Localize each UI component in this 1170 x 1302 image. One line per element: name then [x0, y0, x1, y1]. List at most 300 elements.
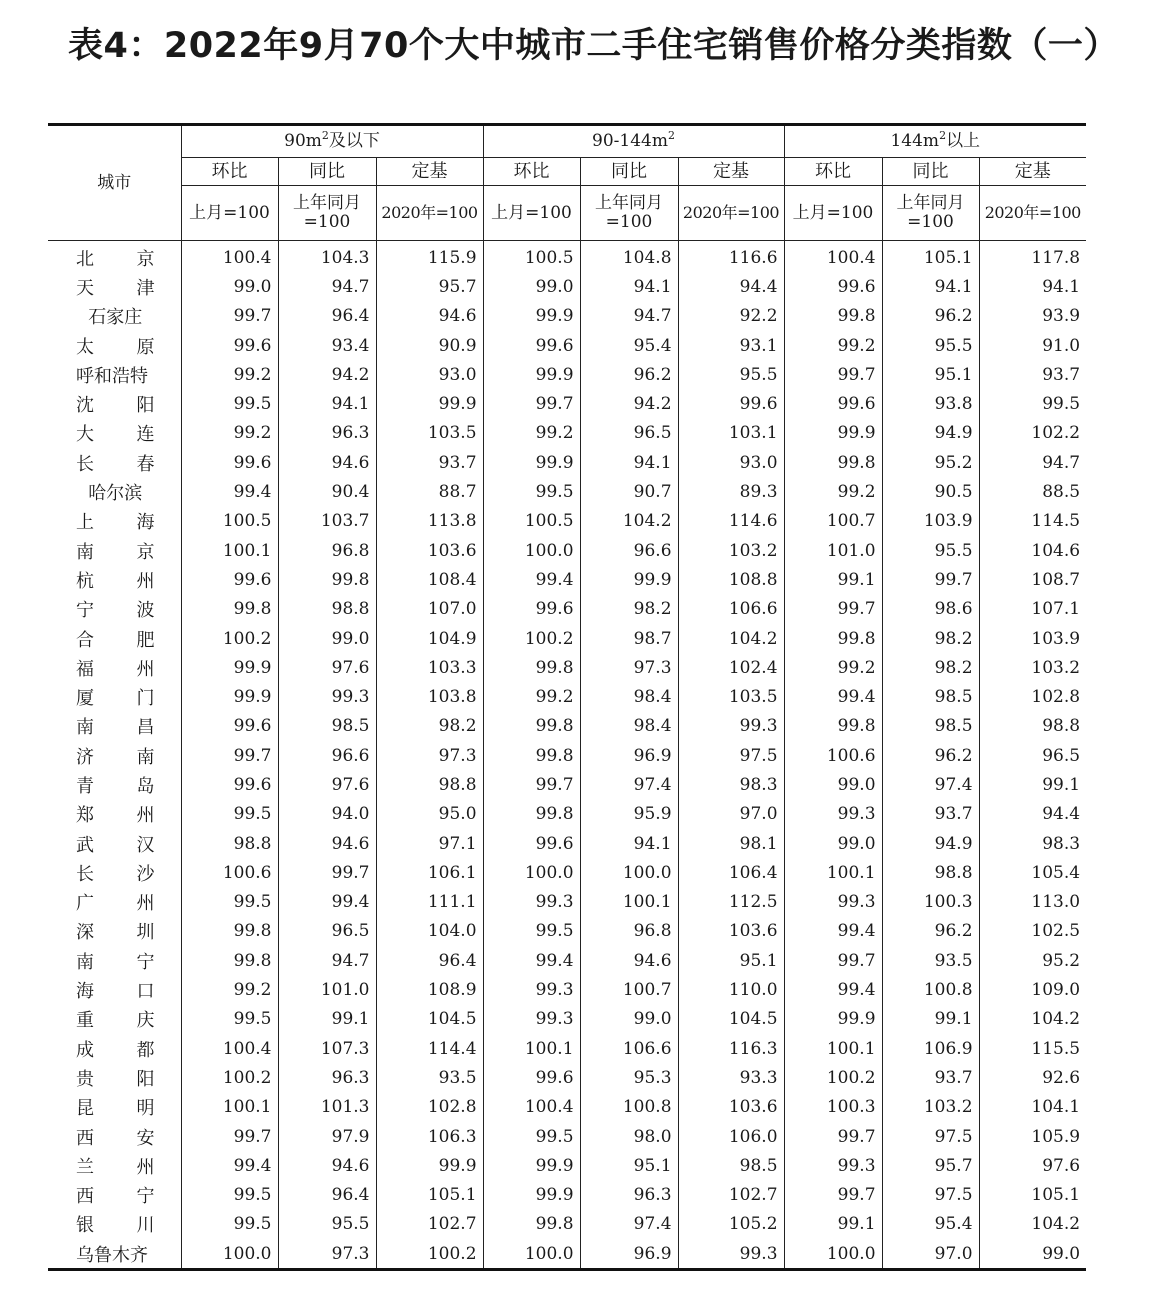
value-cell: 93.5	[376, 1063, 483, 1092]
value-cell: 99.6	[483, 1063, 580, 1092]
value-cell: 102.7	[678, 1181, 784, 1210]
value-cell: 96.6	[278, 741, 376, 770]
city-name-part: 重	[76, 1010, 94, 1032]
value-cell: 97.5	[882, 1181, 979, 1210]
value-cell: 93.0	[678, 448, 784, 477]
city-cell	[48, 858, 181, 887]
sub-header: 定基	[678, 158, 784, 186]
value-cell: 93.7	[979, 360, 1086, 389]
value-cell: 99.5	[483, 917, 580, 946]
value-cell: 113.0	[979, 888, 1086, 917]
city-cell	[48, 272, 181, 301]
value-cell: 99.6	[483, 331, 580, 360]
sub-header: 同比	[278, 158, 376, 186]
city-cell	[48, 1210, 181, 1239]
value-cell: 103.3	[376, 653, 483, 682]
city-name-part: 长	[76, 453, 94, 475]
value-cell: 100.4	[181, 1034, 278, 1063]
value-cell: 107.3	[278, 1034, 376, 1063]
value-cell: 100.0	[483, 536, 580, 565]
value-cell: 96.8	[580, 917, 678, 946]
value-cell: 97.3	[580, 653, 678, 682]
value-cell: 107.1	[979, 595, 1086, 624]
table-row	[48, 448, 1086, 477]
value-cell: 117.8	[979, 241, 1086, 273]
city-name-part: 汉	[136, 834, 155, 856]
value-cell: 94.7	[278, 946, 376, 975]
value-cell: 99.7	[882, 565, 979, 594]
value-cell: 99.5	[181, 1005, 278, 1034]
value-cell: 100.4	[483, 1093, 580, 1122]
value-cell: 99.9	[483, 302, 580, 331]
city-name-part: 春	[136, 453, 155, 475]
city-name-part: 南	[76, 951, 94, 973]
value-cell: 104.0	[376, 917, 483, 946]
value-cell: 98.8	[882, 858, 979, 887]
table-row	[48, 1239, 1086, 1270]
value-cell: 94.6	[278, 829, 376, 858]
city-cell	[48, 1181, 181, 1210]
table-row	[48, 1093, 1086, 1122]
value-cell: 98.5	[882, 712, 979, 741]
city-name-part: 阳	[136, 1068, 155, 1090]
city-cell	[48, 653, 181, 682]
value-cell: 103.9	[979, 624, 1086, 653]
city-name-part: 石家庄	[88, 307, 143, 329]
value-cell: 99.7	[181, 302, 278, 331]
value-cell: 97.1	[376, 829, 483, 858]
table-row	[48, 712, 1086, 741]
value-cell: 99.6	[181, 770, 278, 799]
value-cell: 99.0	[278, 624, 376, 653]
value-cell: 96.3	[580, 1181, 678, 1210]
city-cell	[48, 946, 181, 975]
city-name-part: 门	[136, 688, 155, 710]
value-cell: 99.6	[483, 829, 580, 858]
value-cell: 99.7	[278, 858, 376, 887]
value-cell: 100.1	[181, 1093, 278, 1122]
value-cell: 93.9	[979, 302, 1086, 331]
value-cell: 96.3	[278, 419, 376, 448]
value-cell: 96.6	[580, 536, 678, 565]
city-name-part: 南	[76, 541, 94, 563]
value-cell: 96.5	[580, 419, 678, 448]
value-cell: 92.2	[678, 302, 784, 331]
value-cell: 100.6	[784, 741, 882, 770]
value-cell: 94.6	[278, 448, 376, 477]
value-cell: 95.9	[580, 800, 678, 829]
value-cell: 99.3	[278, 682, 376, 711]
value-cell: 99.8	[784, 448, 882, 477]
value-cell: 99.2	[181, 419, 278, 448]
value-cell: 95.7	[376, 272, 483, 301]
value-cell: 95.1	[580, 1151, 678, 1180]
value-cell: 99.7	[181, 741, 278, 770]
value-cell: 104.2	[678, 624, 784, 653]
value-cell: 113.8	[376, 507, 483, 536]
sub-header: 定基	[376, 158, 483, 186]
value-cell: 93.1	[678, 331, 784, 360]
city-cell	[48, 448, 181, 477]
value-cell: 96.5	[278, 917, 376, 946]
value-cell: 99.9	[376, 1151, 483, 1180]
city-name-part: 岛	[136, 775, 155, 797]
value-cell: 95.5	[882, 536, 979, 565]
city-name-part: 原	[136, 336, 155, 358]
value-cell: 103.7	[278, 507, 376, 536]
value-cell: 106.6	[580, 1034, 678, 1063]
value-cell: 98.7	[580, 624, 678, 653]
city-name-part: 圳	[136, 922, 155, 944]
value-cell: 103.8	[376, 682, 483, 711]
value-cell: 99.6	[784, 389, 882, 418]
city-name-part: 武	[76, 834, 94, 856]
value-cell: 99.8	[181, 595, 278, 624]
value-cell: 101.3	[278, 1093, 376, 1122]
city-name-part: 郑	[76, 805, 94, 827]
city-name-part: 昆	[76, 1098, 94, 1120]
value-cell: 94.4	[678, 272, 784, 301]
value-cell: 100.1	[181, 536, 278, 565]
value-cell: 104.3	[278, 241, 376, 273]
value-cell: 89.3	[678, 477, 784, 506]
city-name-part: 太	[76, 336, 94, 358]
city-name-part: 兰	[76, 1156, 94, 1178]
value-cell: 95.0	[376, 800, 483, 829]
value-cell: 97.3	[278, 1239, 376, 1270]
value-cell: 104.2	[979, 1005, 1086, 1034]
value-cell: 99.5	[181, 1181, 278, 1210]
value-cell: 102.2	[979, 419, 1086, 448]
city-cell	[48, 829, 181, 858]
base-header: 2020年=100	[376, 186, 483, 241]
value-cell: 100.6	[181, 858, 278, 887]
city-name-part: 波	[136, 600, 155, 622]
city-cell	[48, 1093, 181, 1122]
value-cell: 98.1	[678, 829, 784, 858]
value-cell: 94.4	[979, 800, 1086, 829]
city-name-part: 南	[76, 717, 94, 739]
city-cell	[48, 419, 181, 448]
value-cell: 100.3	[784, 1093, 882, 1122]
value-cell: 99.2	[483, 682, 580, 711]
value-cell: 99.1	[979, 770, 1086, 799]
value-cell: 106.1	[376, 858, 483, 887]
value-cell: 110.0	[678, 975, 784, 1004]
value-cell: 99.0	[483, 272, 580, 301]
city-name-part: 京	[136, 541, 155, 563]
value-cell: 97.0	[678, 800, 784, 829]
value-cell: 97.4	[580, 1210, 678, 1239]
group-header: $144m^2$以上	[784, 125, 1086, 158]
value-cell: 99.7	[483, 389, 580, 418]
value-cell: 99.7	[784, 1181, 882, 1210]
table-row	[48, 1210, 1086, 1239]
value-cell: 105.2	[678, 1210, 784, 1239]
city-cell	[48, 624, 181, 653]
city-name-part: 宁	[136, 951, 155, 973]
value-cell: 99.7	[784, 595, 882, 624]
value-cell: 99.7	[181, 1122, 278, 1151]
base-header: 上月=100	[784, 186, 882, 241]
table-row	[48, 888, 1086, 917]
value-cell: 103.5	[678, 682, 784, 711]
value-cell: 99.1	[784, 565, 882, 594]
city-cell	[48, 302, 181, 331]
city-cell	[48, 1034, 181, 1063]
value-cell: 99.5	[181, 389, 278, 418]
value-cell: 99.6	[181, 331, 278, 360]
value-cell: 99.8	[181, 946, 278, 975]
value-cell: 108.4	[376, 565, 483, 594]
value-cell: 98.0	[580, 1122, 678, 1151]
value-cell: 93.3	[678, 1063, 784, 1092]
value-cell: 96.2	[882, 741, 979, 770]
value-cell: 99.2	[784, 477, 882, 506]
city-cell	[48, 712, 181, 741]
value-cell: 99.3	[678, 1239, 784, 1270]
value-cell: 93.4	[278, 331, 376, 360]
value-cell: 98.2	[376, 712, 483, 741]
value-cell: 96.5	[979, 741, 1086, 770]
value-cell: 114.4	[376, 1034, 483, 1063]
value-cell: 99.6	[678, 389, 784, 418]
value-cell: 99.7	[784, 1122, 882, 1151]
value-cell: 91.0	[979, 331, 1086, 360]
value-cell: 99.2	[784, 653, 882, 682]
value-cell: 101.0	[784, 536, 882, 565]
value-cell: 102.8	[376, 1093, 483, 1122]
city-column-header: 城市	[48, 125, 181, 241]
value-cell: 97.6	[979, 1151, 1086, 1180]
value-cell: 115.5	[979, 1034, 1086, 1063]
city-name-part: 呼和浩特	[76, 365, 148, 387]
city-cell	[48, 565, 181, 594]
value-cell: 99.1	[784, 1210, 882, 1239]
value-cell: 100.1	[784, 1034, 882, 1063]
value-cell: 100.2	[784, 1063, 882, 1092]
table-row	[48, 507, 1086, 536]
value-cell: 97.4	[580, 770, 678, 799]
table-row	[48, 624, 1086, 653]
city-name-part: 大	[76, 424, 94, 446]
value-cell: 99.5	[979, 389, 1086, 418]
value-cell: 90.7	[580, 477, 678, 506]
value-cell: 99.8	[483, 800, 580, 829]
value-cell: 99.3	[784, 800, 882, 829]
value-cell: 90.5	[882, 477, 979, 506]
value-cell: 99.6	[181, 712, 278, 741]
value-cell: 106.3	[376, 1122, 483, 1151]
value-cell: 96.4	[278, 302, 376, 331]
table-row	[48, 477, 1086, 506]
city-name-part: 庆	[136, 1010, 155, 1032]
sub-header: 同比	[882, 158, 979, 186]
value-cell: 99.1	[882, 1005, 979, 1034]
value-cell: 100.5	[483, 507, 580, 536]
table-row	[48, 331, 1086, 360]
city-name-part: 京	[136, 248, 155, 270]
value-cell: 94.9	[882, 419, 979, 448]
value-cell: 96.2	[882, 917, 979, 946]
value-cell: 97.5	[882, 1122, 979, 1151]
city-name-part: 州	[136, 893, 155, 915]
value-cell: 99.9	[483, 1181, 580, 1210]
value-cell: 99.5	[181, 1210, 278, 1239]
table-row	[48, 1034, 1086, 1063]
table-row	[48, 1181, 1086, 1210]
city-cell	[48, 507, 181, 536]
value-cell: 102.5	[979, 917, 1086, 946]
value-cell: 100.3	[882, 888, 979, 917]
value-cell: 97.4	[882, 770, 979, 799]
base-header: 上年同月 =100	[580, 186, 678, 241]
value-cell: 99.8	[784, 624, 882, 653]
value-cell: 92.6	[979, 1063, 1086, 1092]
city-name-part: 乌鲁木齐	[76, 1244, 148, 1266]
value-cell: 94.7	[580, 302, 678, 331]
city-name-part: 明	[136, 1098, 155, 1120]
table-row	[48, 946, 1086, 975]
value-cell: 99.0	[784, 829, 882, 858]
value-cell: 99.6	[181, 565, 278, 594]
city-name-part: 都	[136, 1039, 155, 1061]
value-cell: 88.5	[979, 477, 1086, 506]
value-cell: 99.9	[483, 360, 580, 389]
value-cell: 103.9	[882, 507, 979, 536]
value-cell: 99.4	[483, 946, 580, 975]
value-cell: 99.4	[784, 917, 882, 946]
value-cell: 99.8	[483, 741, 580, 770]
page-title: 表4：2022年9月70个大中城市二手住宅销售价格分类指数（一）	[68, 26, 1119, 66]
value-cell: 100.7	[784, 507, 882, 536]
base-header: 上月=100	[483, 186, 580, 241]
value-cell: 99.6	[784, 272, 882, 301]
value-cell: 100.0	[181, 1239, 278, 1270]
city-cell	[48, 536, 181, 565]
value-cell: 93.8	[882, 389, 979, 418]
value-cell: 100.5	[181, 507, 278, 536]
city-name-part: 安	[136, 1127, 155, 1149]
table-row	[48, 419, 1086, 448]
value-cell: 88.7	[376, 477, 483, 506]
sub-header: 环比	[483, 158, 580, 186]
value-cell: 99.5	[181, 800, 278, 829]
value-cell: 99.7	[784, 360, 882, 389]
value-cell: 95.1	[882, 360, 979, 389]
city-name-part: 海	[136, 512, 155, 534]
city-name-part: 州	[136, 570, 155, 592]
table-row	[48, 741, 1086, 770]
value-cell: 100.0	[483, 1239, 580, 1270]
value-cell: 99.1	[278, 1005, 376, 1034]
table-row	[48, 800, 1086, 829]
value-cell: 99.6	[483, 595, 580, 624]
table-row	[48, 1005, 1086, 1034]
value-cell: 104.5	[376, 1005, 483, 1034]
value-cell: 99.7	[784, 946, 882, 975]
value-cell: 107.0	[376, 595, 483, 624]
city-name-part: 西	[76, 1186, 94, 1208]
city-name-part: 上	[76, 512, 94, 534]
value-cell: 104.6	[979, 536, 1086, 565]
value-cell: 99.8	[278, 565, 376, 594]
city-name-part: 州	[136, 1156, 155, 1178]
value-cell: 100.2	[181, 1063, 278, 1092]
value-cell: 108.8	[678, 565, 784, 594]
table-row	[48, 302, 1086, 331]
city-cell	[48, 741, 181, 770]
value-cell: 99.3	[483, 975, 580, 1004]
value-cell: 99.8	[483, 653, 580, 682]
value-cell: 95.5	[882, 331, 979, 360]
value-cell: 94.1	[882, 272, 979, 301]
value-cell: 98.5	[278, 712, 376, 741]
value-cell: 96.8	[278, 536, 376, 565]
city-name-part: 广	[76, 893, 94, 915]
value-cell: 116.3	[678, 1034, 784, 1063]
value-cell: 114.6	[678, 507, 784, 536]
table-row	[48, 241, 1086, 273]
value-cell: 99.4	[784, 682, 882, 711]
city-name-part: 福	[76, 658, 94, 680]
value-cell: 94.2	[278, 360, 376, 389]
value-cell: 95.2	[979, 946, 1086, 975]
value-cell: 99.9	[181, 682, 278, 711]
value-cell: 102.4	[678, 653, 784, 682]
city-cell	[48, 800, 181, 829]
value-cell: 94.1	[580, 272, 678, 301]
table-row	[48, 770, 1086, 799]
value-cell: 94.1	[580, 448, 678, 477]
city-name-part: 口	[136, 981, 155, 1003]
table-row	[48, 565, 1086, 594]
value-cell: 99.2	[181, 360, 278, 389]
value-cell: 95.4	[882, 1210, 979, 1239]
value-cell: 105.9	[979, 1122, 1086, 1151]
value-cell: 94.6	[278, 1151, 376, 1180]
value-cell: 97.5	[678, 741, 784, 770]
city-cell	[48, 331, 181, 360]
value-cell: 106.9	[882, 1034, 979, 1063]
city-name-part: 西	[76, 1127, 94, 1149]
value-cell: 106.4	[678, 858, 784, 887]
table-row	[48, 272, 1086, 301]
value-cell: 105.4	[979, 858, 1086, 887]
value-cell: 99.8	[483, 1210, 580, 1239]
city-cell	[48, 595, 181, 624]
value-cell: 99.9	[784, 1005, 882, 1034]
value-cell: 99.3	[784, 888, 882, 917]
value-cell: 98.2	[882, 653, 979, 682]
value-cell: 99.4	[784, 975, 882, 1004]
value-cell: 100.1	[580, 888, 678, 917]
value-cell: 95.5	[678, 360, 784, 389]
value-cell: 100.2	[181, 624, 278, 653]
city-name-part: 贵	[76, 1068, 94, 1090]
city-name-part: 州	[136, 805, 155, 827]
value-cell: 99.2	[784, 331, 882, 360]
value-cell: 95.2	[882, 448, 979, 477]
value-cell: 96.3	[278, 1063, 376, 1092]
value-cell: 99.0	[181, 272, 278, 301]
value-cell: 99.0	[580, 1005, 678, 1034]
sub-header: 定基	[979, 158, 1086, 186]
value-cell: 95.4	[580, 331, 678, 360]
sub-header: 环比	[784, 158, 882, 186]
table-row	[48, 1063, 1086, 1092]
table-row	[48, 917, 1086, 946]
